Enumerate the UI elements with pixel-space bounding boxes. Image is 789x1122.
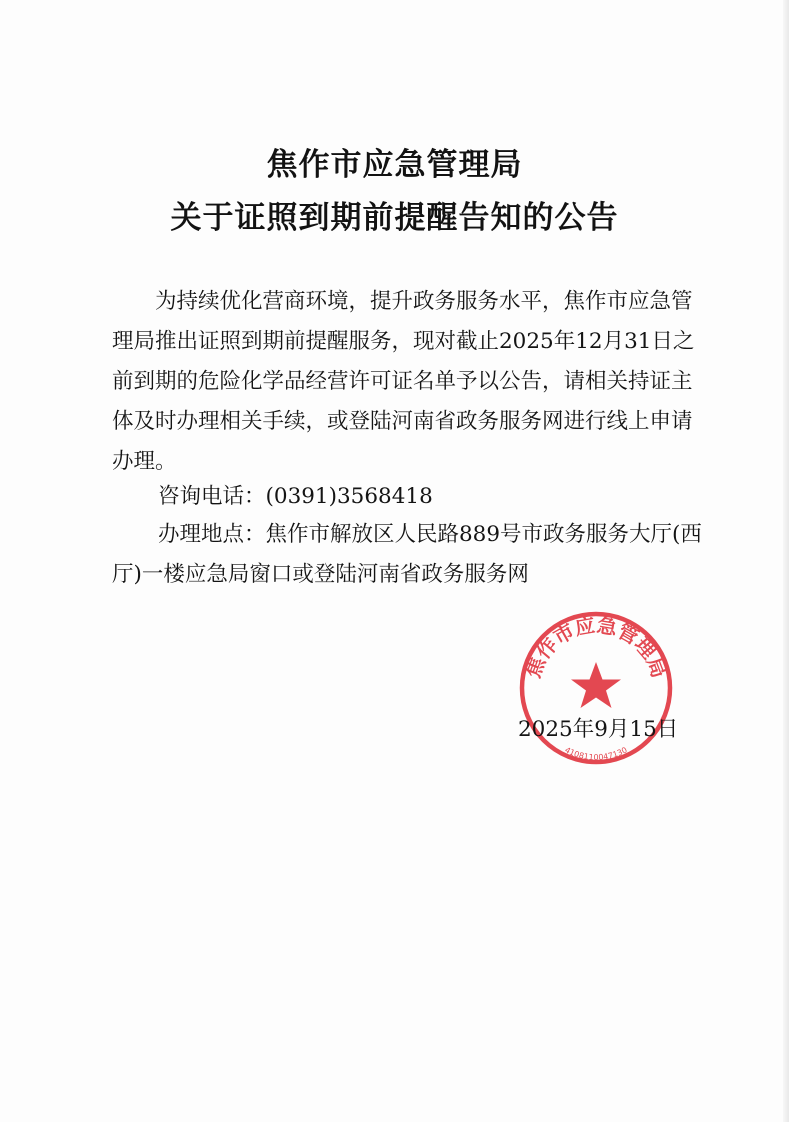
paragraph-line-4: 体及时办理相关手续，或登陆河南省政务服务网进行线上申请 xyxy=(112,409,693,434)
paragraph-line-1: 为持续优化营商环境，提升政务服务水平，焦作市应急管 xyxy=(155,289,693,314)
paragraph-line-3: 前到期的危险化学品经营许可证名单予以公告，请相关持证主 xyxy=(112,369,693,394)
document-title-line-1: 焦作市应急管理局 xyxy=(266,147,523,183)
seal-star-icon xyxy=(571,662,621,708)
document-title-line-2: 关于证照到期前提醒告知的公告 xyxy=(170,200,619,236)
consult-phone-line: 咨询电话：(0391)3568418 xyxy=(158,484,433,509)
paragraph-line-5: 办理。 xyxy=(112,449,177,474)
official-seal-stamp xyxy=(516,608,679,768)
address-line-2: 厅)一楼应急局窗口或登陆河南省政务服务网 xyxy=(112,562,529,587)
issue-date: 2025年9月15日 xyxy=(518,717,679,742)
seal-text: 焦作市应急管理局 xyxy=(520,612,672,681)
address-line-1: 办理地点：焦作市解放区人民路889号市政务服务大厅(西 xyxy=(158,522,702,547)
seal-code: 4108110047130 xyxy=(563,745,629,763)
paragraph-line-2: 理局推出证照到期前提醒服务，现对截止2025年12月31日之 xyxy=(112,329,695,354)
